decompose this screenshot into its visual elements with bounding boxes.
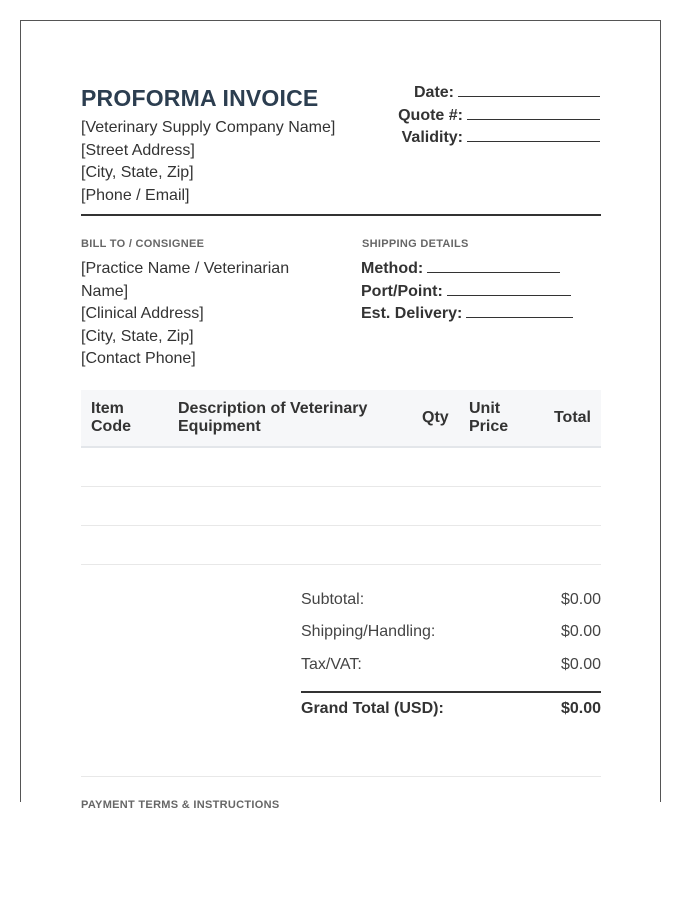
method-field[interactable] [427,258,560,273]
payment-heading: PAYMENT TERMS & INSTRUCTIONS [81,799,280,811]
delivery-row [361,303,573,326]
col-item-code: Item Code [91,400,131,435]
col-qty: Qty [422,409,449,426]
table-row[interactable] [81,525,601,526]
bill-to-city: [City, State, Zip] [81,327,194,345]
grand-total-label: Grand Total (USD): [301,700,444,717]
date-row [398,82,600,105]
delivery-label: Est. Delivery: [361,305,463,322]
validity-label: Validity: [401,129,463,146]
delivery-field[interactable] [466,303,573,318]
company-city: [City, State, Zip] [81,164,194,181]
col-total: Total [553,409,591,426]
shipping-heading: SHIPPING DETAILS [362,238,469,250]
method-label: Method: [361,260,424,277]
tax-row [301,656,601,676]
company-contact: [Phone / Email] [81,186,190,204]
port-label: Port/Point: [361,282,443,300]
totals-block [301,591,601,731]
method-row [361,258,573,281]
invoice-meta [398,82,600,150]
company-street: [Street Address] [81,141,195,159]
col-description: Description of Veterinary Equipment [178,400,368,435]
date-label: Date: [413,84,454,101]
shipping-row [301,623,601,643]
invoice-sheet [20,20,661,811]
items-table-header [81,390,601,448]
col-unit-price: Unit Price [469,400,509,435]
quote-field[interactable] [467,105,600,120]
port-row [361,281,573,304]
date-field[interactable] [458,82,600,97]
payment-divider [81,776,601,777]
grand-total-row [301,700,601,720]
shipping-value: $0.00 [560,623,601,640]
table-row[interactable] [81,564,601,565]
bill-to-practice: [Practice Name / Veterinarian Name] [81,260,290,300]
totals-divider [301,691,601,693]
header-divider [81,214,601,216]
port-field[interactable] [447,281,571,296]
company-block [81,117,335,207]
grand-total-value: $0.00 [560,700,601,717]
subtotal-label: Subtotal: [301,591,365,608]
shipping-block [361,258,573,326]
bill-to-phone: [Contact Phone] [81,350,196,367]
subtotal-row [301,591,601,611]
bill-to-address: [Clinical Address] [81,305,204,322]
tax-label: Tax/VAT: [301,656,362,673]
tax-value: $0.00 [560,656,601,673]
shipping-label: Shipping/Handling: [301,623,436,640]
company-name: [Veterinary Supply Company Name] [81,119,336,136]
bill-to-heading: BILL TO / CONSIGNEE [81,238,205,250]
quote-label: Quote #: [398,106,463,124]
validity-row [398,127,600,150]
subtotal-value: $0.00 [560,591,601,608]
quote-row [398,105,600,128]
bill-to-block [81,258,331,371]
validity-field[interactable] [467,127,600,142]
invoice-title: PROFORMA INVOICE [81,85,319,111]
table-row[interactable] [81,486,601,487]
